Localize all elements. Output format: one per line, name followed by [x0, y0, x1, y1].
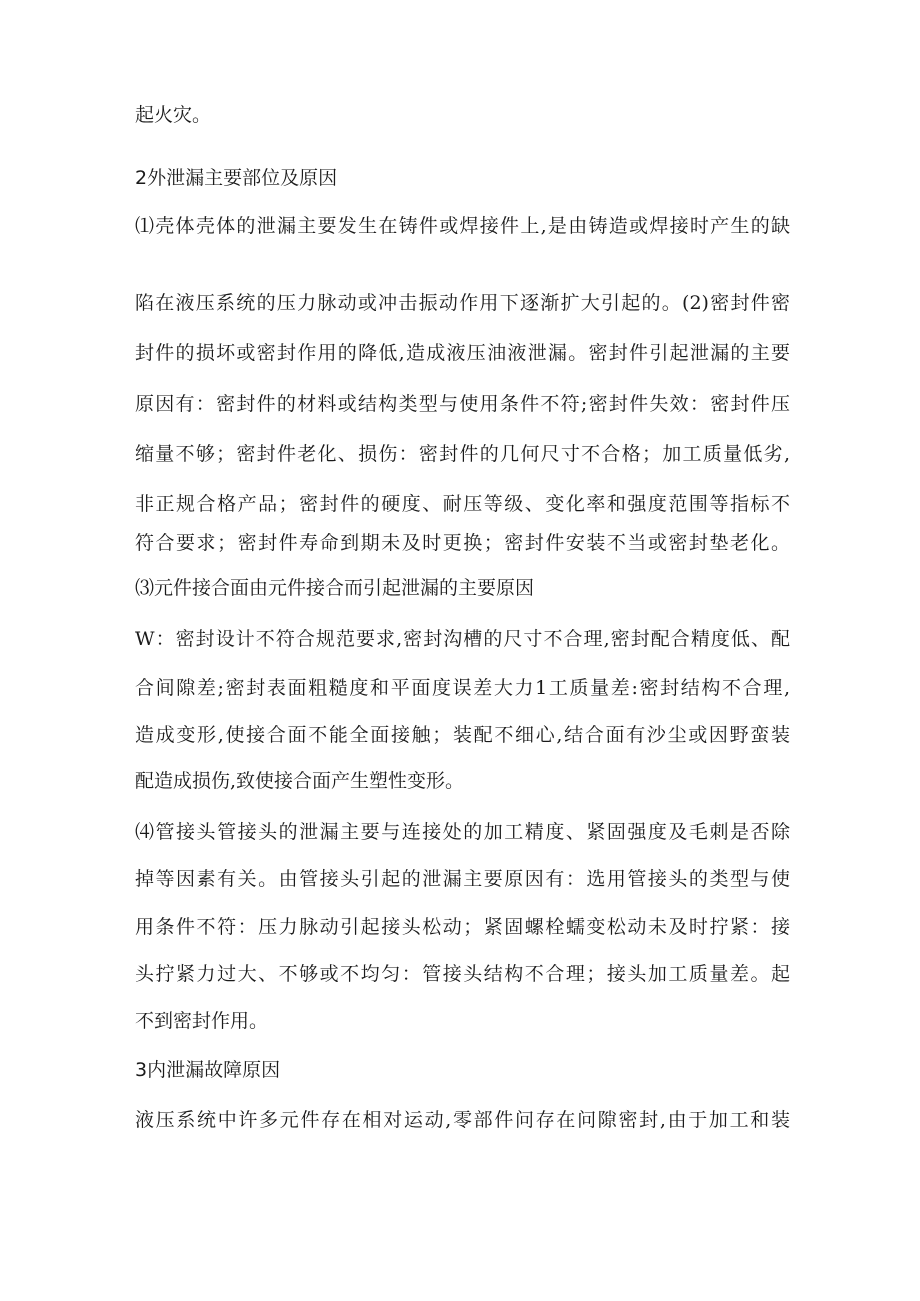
paragraph-line: 非正规合格产品；密封件的硬度、耐压等级、变化率和强度范围等指标不 [135, 493, 790, 515]
paragraph-line: 封件的损坏或密封作用的降低,造成液压油液泄漏。密封件引起泄漏的主要 [135, 342, 790, 364]
paragraph-line: 用条件不符：压力脉动引起接头松动；紧固螺栓蠕变松动未及时拧紧：接 [135, 916, 790, 938]
section-heading: 2外泄漏主要部位及原因 [135, 167, 338, 189]
paragraph-line: 原因有：密封件的材料或结构类型与使用条件不符;密封件失效：密封件压 [135, 393, 790, 415]
paragraph-line: ⑶元件接合面由元件接合而引起泄漏的主要原因 [135, 577, 535, 599]
paragraph-line: 配造成损伤,致使接合面产生塑性变形。 [135, 770, 465, 792]
paragraph-line: W：密封设计不符合规范要求,密封沟槽的尺寸不合理,密封配合精度低、配 [135, 628, 790, 650]
paragraph-line: ⑷管接头管接头的泄漏主要与连接处的加工精度、紧固强度及毛刺是否除 [135, 821, 790, 843]
paragraph-line: 液压系统中许多元件存在相对运动,零部件问存在问隙密封,由于加工和装 [135, 1109, 790, 1131]
paragraph-line: 合间隙差;密封表面粗糙度和平面度误差大力1工质量差:密封结构不合理, [135, 677, 790, 699]
section-heading: 3内泄漏故障原因 [135, 1059, 281, 1081]
paragraph-line: 符合要求；密封件寿命到期未及时更换；密封件安装不当或密封垫老化。 [135, 532, 790, 554]
paragraph-line: 陷在液压系统的压力脉动或冲击振动作用下逐渐扩大引起的。(2)密封件密 [135, 292, 790, 314]
paragraph-line: 缩量不够；密封件老化、损伤：密封件的几何尺寸不合格；加工质量低劣, [135, 443, 790, 465]
paragraph-line: 掉等因素有关。由管接头引起的泄漏主要原因有：选用管接头的类型与使 [135, 868, 790, 890]
paragraph-line: 起火灾。 [135, 104, 212, 126]
paragraph-line: 头拧紧力过大、不够或不均匀：管接头结构不合理；接头加工质量差。起 [135, 963, 790, 985]
paragraph-line: ⑴壳体壳体的泄漏主要发生在铸件或焊接件上,是由铸造或焊接时产生的缺 [135, 215, 790, 237]
paragraph-line: 不到密封作用。 [135, 1010, 269, 1032]
paragraph-line: 造成变形,使接合面不能全面接触；装配不细心,结合面有沙尘或因野蛮装 [135, 724, 790, 746]
